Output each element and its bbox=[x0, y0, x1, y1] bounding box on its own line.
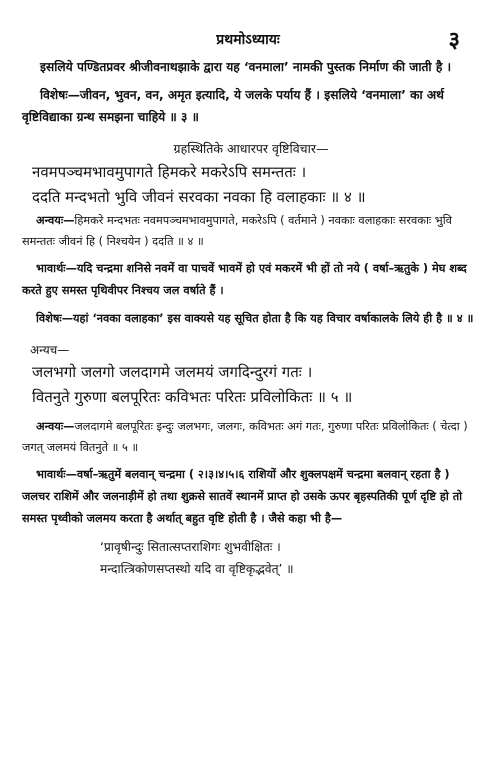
page-number: ३ bbox=[448, 28, 460, 53]
section-heading: ग्रहस्थितिके आधारपर वृष्टिविचार— bbox=[173, 141, 329, 156]
vishesh-text: यहां ‘नवका वलाहका’ इस वाक्यसे यह सूचित होता है कि यह विचार वर्षाकालके लिये ही है ॥ ४ ॥ bbox=[73, 312, 474, 325]
quote-line: मन्दात्त्रिकोणसप्तस्थो यदि वा वृष्टिकृद्भवेत्’ ॥ bbox=[100, 562, 294, 576]
quoted-verse bbox=[22, 536, 474, 580]
verse-line: नवमपञ्चमभावमुपागते हिमकरे मकरेऽपि समन्ततः । bbox=[32, 163, 307, 181]
bhavartha-label: भावार्थः— bbox=[36, 262, 77, 275]
vishesh-label: विशेषः— bbox=[36, 312, 73, 325]
anvaya-4 bbox=[22, 210, 474, 252]
verse-5 bbox=[22, 360, 474, 410]
bhavartha-text: यदि चन्द्रमा शनिसे नवमें वा पाचवें भावमें हो एवं मकरमें भी हों तो नये ( वर्षा–ऋतुके ) मेघ शब्द करते हुए समस्त पृथिवीपर निश्चय जल वर्षाते हैं । bbox=[22, 262, 467, 297]
verse-line: ददति मन्दभतो भुवि जीवनं सरवका नवका हि वलाहकाः ॥ ४ ॥ bbox=[32, 188, 366, 206]
vishesh-text: जीवन, भुवन, वन, अमृत इत्यादि, ये जलके पर्याय हैं । इसलिये ‘वनमाला’ का अर्थ वृष्टिविद्याका ग्रन्थ समझना चाहिये ॥ ३ ॥ bbox=[22, 88, 444, 124]
chapter-title: प्रथमोऽध्यायः bbox=[216, 32, 280, 48]
anyach-label: अन्यच— bbox=[30, 343, 70, 357]
vishesh-label: विशेषः— bbox=[40, 88, 80, 102]
bhavartha-5 bbox=[22, 464, 474, 530]
bhavartha-4 bbox=[22, 258, 474, 302]
page-header bbox=[22, 28, 474, 53]
intro-paragraph: इसलिये पण्डितप्रवर श्रीजीवनाथझाके द्वारा यह ‘वनमाला’ नामकी पुस्तक निर्माण की जाती है । bbox=[40, 60, 452, 74]
verse-line: जलभगो जलगो जलदागमे जलमयं जगदिन्दुरगं गतः । bbox=[32, 363, 313, 381]
bhavartha-text: वर्षा–ऋतुमें बलवान् चन्द्रमा ( २।३।४।५।६ राशियों और शुक्लपक्षमें चन्द्रमा बलवान् रहता है ) जलचर राशिमें और जलनाड़ीमें हो तथा शुक्रसे सातवें स्थानमें प्राप्त हो उसके ऊपर बृहस्पतिकी पूर्ण दृष्टि हो तो समस्त पृथ्वीको जलमय करता है अर्थात् बहुत वृष्टि होती है । जैसे कहा भी है— bbox=[22, 468, 463, 525]
verse-4 bbox=[22, 160, 474, 210]
vishesh-paragraph-2 bbox=[22, 308, 474, 330]
quote-line: ‘प्रावृषीन्दुः सितात्सप्तराशिगः शुभवीक्षितः । bbox=[100, 540, 281, 554]
anvaya-5 bbox=[22, 416, 474, 458]
verse-line: वितनुते गुरुणा बलपूरितः कविभतः परितः प्रविलोकितः ॥ ५ ॥ bbox=[32, 388, 353, 406]
anvaya-text: जलदागमे बलपूरितः इन्दुः जलभगः, जलगः, कविभतः अगं गतः, गुरुणा परितः प्रविलोकितः ( चेत्दा ) जगत् जलमयं वितनुते ॥ ५ ॥ bbox=[22, 420, 468, 454]
vishesh-paragraph-1 bbox=[22, 84, 474, 128]
anvaya-label: अन्वयः— bbox=[36, 214, 75, 227]
anvaya-text: हिमकरे मन्दभतः नवमपञ्चमभावमुपागते, मकरेऽपि ( वर्तमाने ) नवकाः वलाहकाः सरवकाः भुवि समन्ततः जीवनं हि ( निश्चयेन ) ददति ॥ ४ ॥ bbox=[22, 214, 452, 248]
anvaya-label: अन्वयः— bbox=[36, 420, 75, 433]
bhavartha-label: भावार्थः— bbox=[36, 468, 77, 481]
